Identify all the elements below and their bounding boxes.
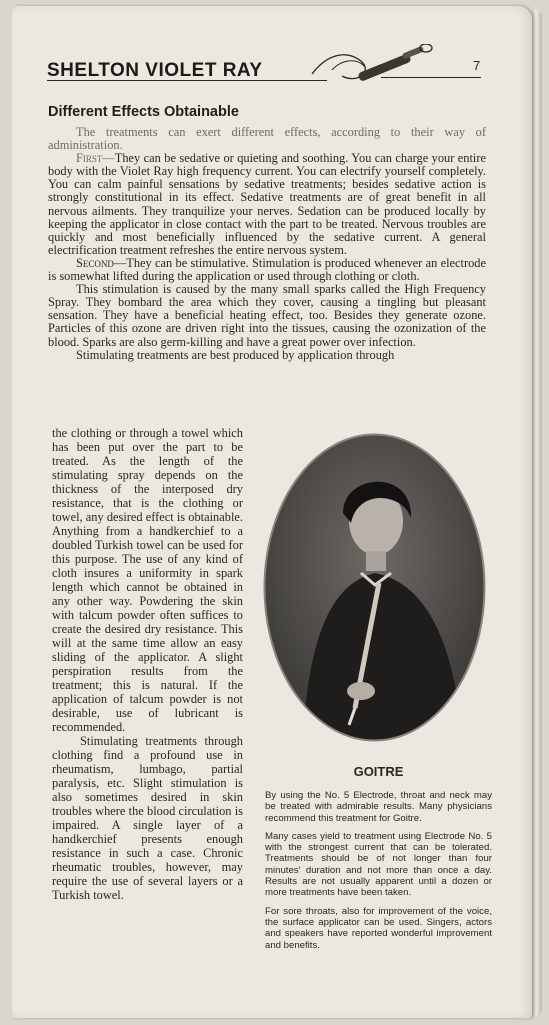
header-rule <box>381 77 481 78</box>
booklet-edge <box>532 10 542 1016</box>
stim-intro: Stimulating treatments are best produced by application through <box>76 347 395 362</box>
second-body: They can be stimulative. Stimulation is produced whenever an electrode is somewhat lifted during the application or used through clothing or cloth. <box>48 255 486 284</box>
first-label: First <box>76 151 103 166</box>
portrait-photo <box>263 433 486 742</box>
intro-text <box>48 126 486 362</box>
brand-title: SHELTON VIOLET RAY <box>47 60 263 81</box>
intro-paragraph: The treatments can exert different effects, according to their way of administration. <box>48 125 486 153</box>
first-body: They can be sedative or quieting and soothing. You can charge your entire body with the Violet Ray high frequency current. You can electrify yourself completely. You can calm painful sensations by sedative treatments; besides sedative action is strongly constitutional in its effect. Sedative treatments are of great benefit in all nervous ailments. They tranquilize your nerves. Sedation can be produced locally by keeping the applicator in close contact with the part to be treated. Nervous troubles are quickly and most beneficially influenced by the sedative current. A general electrification treatment refreshes the entire nervous system. <box>48 151 486 257</box>
goitre-paragraph: For sore throats, also for improvement of the voice, the surface applicator can be used. Singers, actors and speakers have reported wonderful improvement and benefits. <box>265 905 492 951</box>
left-paragraph: the clothing or through a towel which has been put over the part to be treated. As the length of the stimulating spray depends on the thickness of the interposed dry resistance, that is the clothing or towel, any desired effect is obtainable. Anything from a handkerchief to a doubled Turkish towel can be used for this purpose. The use of any kind of cloth insures a uniformity in spark length which cannot be obtained in any other way. Powdering the skin with talcum powder often suffices to create the desired dry resistance. This will at the same time allow an easy sliding of the applicator. A slight perspiration results from the treatment; this is natural. If the application of talcum powder is not desirable, use of lubricant is recommended. <box>52 426 243 734</box>
violet-ray-wand-icon <box>302 44 437 94</box>
goitre-paragraph: Many cases yield to treatment using Electrode No. 5 with the strongest current that can be tolerated. Treatments should be of not longer than four minutes' duration and not more than once a day. Results are not usually apparent until a dozen or more treatments have been taken. <box>265 830 492 899</box>
second-label: Second <box>76 255 114 270</box>
section-title: Different Effects Obtainable <box>48 104 239 120</box>
photo-caption: GOITRE <box>353 764 404 779</box>
right-column <box>265 790 492 958</box>
left-column <box>52 426 243 902</box>
left-paragraph: Stimulating treatments through clothing find a profound use in rheumatism, lumbago, partial paralysis, etc. Slight stimulation is also sometimes desired in skin troubles where the blood circulation is impaired. A single layer of a handkerchief presents enough resistance in such a case. Chronic rheumatic troubles, however, may require the use of several layers or a Turkish towel. <box>52 734 243 902</box>
second-paragraph: Second—They can be stimulative. Stimulation is produced whenever an electrode is somewhat lifted during the application or used through clothing or cloth. <box>48 255 486 284</box>
page-number: 7 <box>473 58 481 73</box>
header-underline <box>47 80 327 81</box>
page-header <box>47 52 487 92</box>
first-paragraph: First—They can be sedative or quieting and soothing. You can charge your entire body with the Violet Ray high frequency current. You can electrify yourself completely. You can calm painful sensations by sedative treatments; besides sedative action is strongly constitutional in its effect. Sedative treatments are of great benefit in all nervous ailments. They tranquilize your nerves. Sedation can be produced locally by keeping the applicator in close contact with the part to be treated. Nervous troubles are quickly and most beneficially influenced by the sedative current. A general electrification treatment refreshes the entire nervous system. <box>48 151 486 257</box>
goitre-paragraph: By using the No. 5 Electrode, throat and neck may be treated with admirable results. Many physicians recommend this treatment for Goitre. <box>265 790 492 824</box>
spray-paragraph: This stimulation is caused by the many small sparks called the High Frequency Spray. They bombard the area which they cover, causing a tingling but pleasant sensation. They have a beneficial heating effect, too. Besides they generate ozone. Particles of this ozone are driven right into the tissues, causing the ozonization of the blood. Sparks are also germ-killing and have a great power over infection. <box>48 282 486 349</box>
